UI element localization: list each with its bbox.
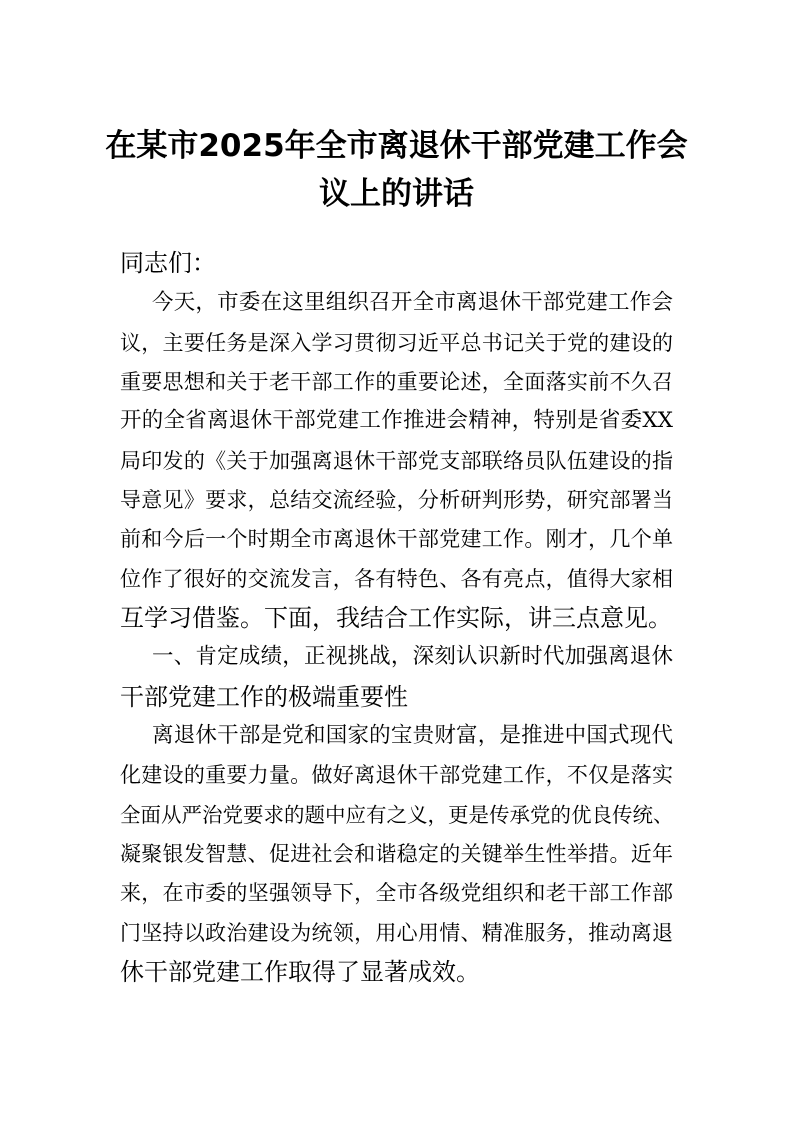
paragraph-line: 局印发的《关于加强离退休干部党支部联络员队伍建设的指 <box>120 449 673 473</box>
paragraph-line: 门坚持以政治建设为统领，用心用情、精准服务，推动离退 <box>120 921 673 945</box>
paragraph-line: 议，主要任务是深入学习贯彻习近平总书记关于党的建设的 <box>120 331 673 355</box>
paragraph-line: 全面从严治党要求的题中应有之义，更是传承党的优良传统、 <box>120 803 674 827</box>
salutation: 同志们： <box>120 249 216 277</box>
paragraph-line: 重要思想和关于老干部工作的重要论述，全面落实前不久召 <box>120 370 673 394</box>
paragraph-line: 互学习借鉴。下面，我结合工作实际，讲三点意见。 <box>120 604 672 632</box>
paragraph-line: 导意见》要求，总结交流经验，分析研判形势，研究部署当 <box>120 488 673 512</box>
paragraph-line: 今天，市委在这里组织召开全市离退休干部党建工作会 <box>152 290 673 315</box>
section-heading-line: 一、肯定成绩，正视挑战，深刻认识新时代加强离退休 <box>152 644 673 669</box>
title-line-2: 议上的讲话 <box>319 176 474 212</box>
paragraph-line: 来，在市委的坚强领导下，全市各级党组织和老干部工作部 <box>120 881 673 905</box>
paragraph-line: 位作了很好的交流发言，各有特色、各有亮点，值得大家相 <box>120 567 673 591</box>
paragraph-line: 开的全省离退休干部党建工作推进会精神，特别是省委XX <box>120 408 673 433</box>
paragraph-line: 休干部党建工作取得了显著成效。 <box>120 958 480 986</box>
paragraph-line: 化建设的重要力量。做好离退休干部党建工作，不仅是落实 <box>120 763 673 787</box>
section-heading-line: 干部党建工作的极端重要性 <box>120 683 408 711</box>
title-line-1: 在某市2025年全市离退休干部党建工作会 <box>105 128 688 164</box>
paragraph-line: 离退休干部是党和国家的宝贵财富，是推进中国式现代 <box>152 723 673 748</box>
paragraph-line: 凝聚银发智慧、促进社会和谐稳定的关键举生性举措。近年 <box>120 842 673 866</box>
paragraph-line: 前和今后一个时期全市离退休干部党建工作。刚才，几个单 <box>120 527 673 551</box>
